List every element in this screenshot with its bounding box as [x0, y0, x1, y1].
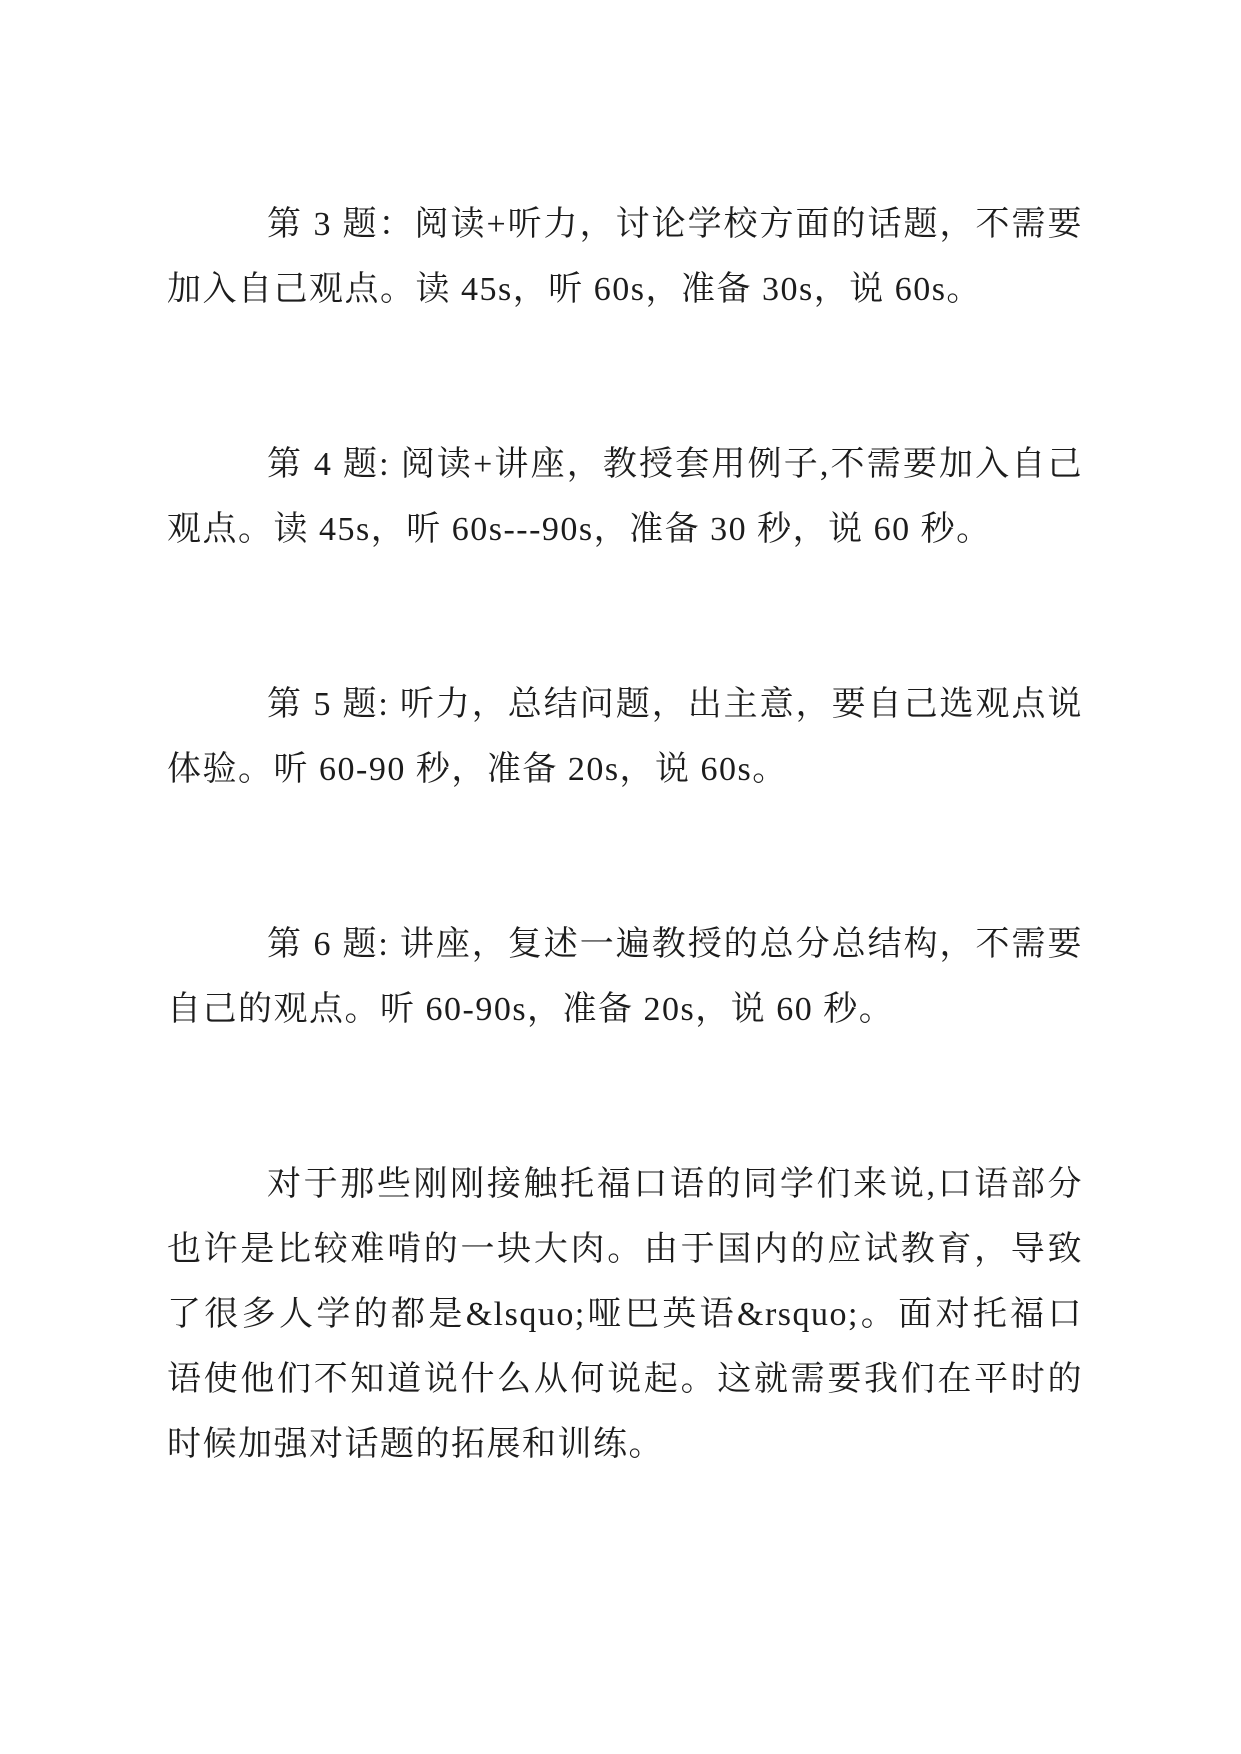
paragraph-question-6: 第 6 题: 讲座，复述一遍教授的总分总结构，不需要自己的观点。听 60-90s，准备 20s，说 60 秒。: [167, 926, 1083, 1028]
paragraph-question-4: 第 4 题: 阅读+讲座，教授套用例子,不需要加入自己观点。读 45s，听 60s---90s，准备 30 秒，说 60 秒。: [167, 446, 1083, 548]
paragraph-question-5: 第 5 题: 听力，总结问题，出主意，要自己选观点说体验。听 60-90 秒，准备 20s，说 60s。: [167, 686, 1083, 788]
paragraph-commentary: 对于那些刚刚接触托福口语的同学们来说,口语部分也许是比较难啃的一块大肉。由于国内的应试教育，导致了很多人学的都是&lsquo;哑巴英语&rsquo;。面对托福口语使他们不知道说什么从何说起。这就需要我们在平时的时候加强对话题的拓展和训练。: [167, 1166, 1083, 1463]
paragraph-question-3: 第 3 题：阅读+听力，讨论学校方面的话题，不需要加入自己观点。读 45s，听 60s，准备 30s，说 60s。: [167, 206, 1083, 308]
